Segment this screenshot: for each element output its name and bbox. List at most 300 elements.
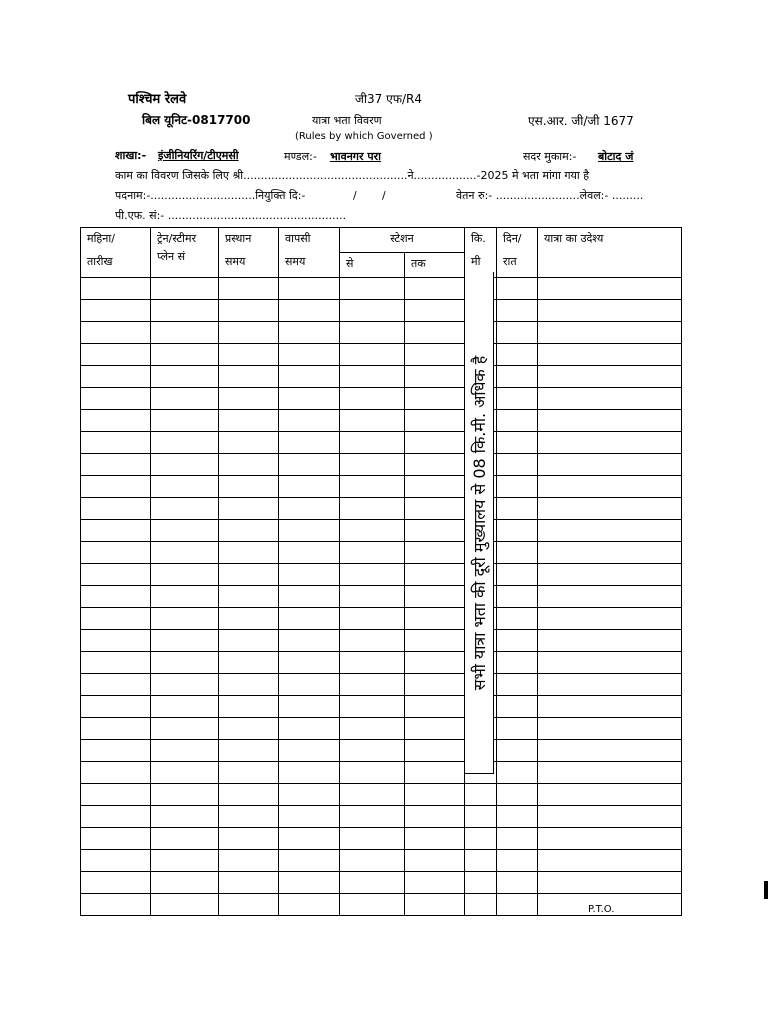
table-cell[interactable] [405,894,465,916]
table-cell[interactable] [538,652,682,674]
table-cell[interactable] [497,366,538,388]
table-row [81,740,682,762]
table-cell[interactable] [151,366,219,388]
table-row [81,564,682,586]
division-value: भावनगर परा [330,150,381,163]
table-cell[interactable] [81,542,151,564]
table-cell[interactable] [151,278,219,300]
table-cell[interactable] [340,476,405,498]
table-cell[interactable] [219,872,279,894]
table-cell[interactable] [279,784,340,806]
table-cell[interactable] [81,652,151,674]
table-cell[interactable] [538,542,682,564]
table-cell[interactable] [405,564,465,586]
table-cell[interactable] [538,388,682,410]
table-cell[interactable] [340,740,405,762]
pf-number-line: पी.एफ. सं:- ................................................... [115,209,347,222]
table-cell[interactable] [405,674,465,696]
table-cell[interactable] [219,432,279,454]
table-cell[interactable] [340,410,405,432]
table-cell[interactable] [151,520,219,542]
table-cell[interactable] [405,652,465,674]
table-cell[interactable] [465,850,497,872]
table-cell[interactable] [279,476,340,498]
table-cell[interactable] [151,762,219,784]
table-cell[interactable] [405,344,465,366]
table-row [81,542,682,564]
table-cell[interactable] [405,366,465,388]
table-cell[interactable] [538,850,682,872]
table-cell[interactable] [405,608,465,630]
table-cell[interactable] [497,740,538,762]
edge-mark [764,881,768,899]
table-cell[interactable] [538,366,682,388]
header-day-night [497,228,538,278]
table-cell[interactable] [279,872,340,894]
table-cell[interactable] [340,322,405,344]
table-cell[interactable] [405,300,465,322]
table-cell[interactable] [219,586,279,608]
table-cell[interactable] [279,630,340,652]
table-cell[interactable] [151,564,219,586]
table-cell[interactable] [405,872,465,894]
table-cell[interactable] [340,630,405,652]
header-train-line1: ट्रेन/स्टीमर [157,232,197,245]
table-cell[interactable] [151,608,219,630]
table-cell[interactable] [81,872,151,894]
table-cell[interactable] [81,322,151,344]
table-cell[interactable] [219,718,279,740]
table-cell[interactable] [279,410,340,432]
table-cell[interactable] [497,586,538,608]
table-cell[interactable] [219,300,279,322]
table-cell[interactable] [497,762,538,784]
table-row [81,806,682,828]
table-cell[interactable] [538,454,682,476]
table-cell[interactable] [340,872,405,894]
table-cell[interactable] [219,740,279,762]
table-cell[interactable] [497,850,538,872]
table-cell[interactable] [497,718,538,740]
table-cell[interactable] [340,564,405,586]
table-cell[interactable] [538,278,682,300]
table-cell[interactable] [81,784,151,806]
table-cell[interactable] [81,630,151,652]
table-cell[interactable] [405,454,465,476]
form-ref: एस.आर. जी/जी 1677 [528,114,634,128]
table-cell[interactable] [81,520,151,542]
table-cell[interactable] [219,520,279,542]
table-cell[interactable] [81,278,151,300]
table-row [81,520,682,542]
table-cell[interactable] [340,894,405,916]
table-row [81,432,682,454]
table-cell[interactable] [219,476,279,498]
table-cell[interactable] [405,498,465,520]
table-cell[interactable] [81,498,151,520]
table-cell[interactable] [465,784,497,806]
table-cell[interactable] [340,432,405,454]
table-cell[interactable] [340,828,405,850]
org-name: पश्चिम रेलवे [128,92,187,107]
header-train-number [151,228,219,278]
table-cell[interactable] [340,696,405,718]
table-cell[interactable] [81,718,151,740]
travel-allowance-table [80,227,682,916]
table-cell[interactable] [340,608,405,630]
table-row [81,872,682,894]
table-cell[interactable] [405,322,465,344]
table-cell[interactable] [219,410,279,432]
table-cell[interactable] [538,740,682,762]
table-row [81,278,682,300]
table-cell[interactable] [279,344,340,366]
table-cell[interactable] [81,366,151,388]
designation-line: पदनाम:-..............................नियुक्ति दि:- [115,189,306,202]
table-cell[interactable] [151,586,219,608]
table-cell[interactable] [405,476,465,498]
table-cell[interactable] [151,652,219,674]
table-cell[interactable] [219,366,279,388]
table-cell[interactable] [538,344,682,366]
table-cell[interactable] [279,322,340,344]
table-cell[interactable] [219,278,279,300]
table-cell[interactable] [151,740,219,762]
table-cell[interactable] [151,322,219,344]
table-cell[interactable] [151,784,219,806]
table-cell[interactable] [279,740,340,762]
table-cell[interactable] [538,608,682,630]
table-cell[interactable] [340,454,405,476]
table-cell[interactable] [219,674,279,696]
table-row [81,476,682,498]
table-cell[interactable] [538,410,682,432]
table-cell[interactable] [279,278,340,300]
table-cell[interactable] [497,344,538,366]
header-purpose: यात्रा का उदेश्य [538,228,682,278]
table-cell[interactable] [340,784,405,806]
table-cell[interactable] [279,608,340,630]
table-cell[interactable] [497,388,538,410]
table-cell[interactable] [340,388,405,410]
table-cell[interactable] [151,828,219,850]
table-cell[interactable] [497,608,538,630]
header-night-line2: रात [503,255,517,268]
table-cell[interactable] [219,388,279,410]
table-cell[interactable] [219,850,279,872]
table-cell[interactable] [279,564,340,586]
date-slash-1: / [353,189,357,202]
table-cell[interactable] [340,498,405,520]
table-cell[interactable] [219,784,279,806]
table-cell[interactable] [340,278,405,300]
table-cell[interactable] [340,718,405,740]
table-cell[interactable] [340,652,405,674]
table-cell[interactable] [538,872,682,894]
table-cell[interactable] [81,850,151,872]
table-row [81,322,682,344]
table-cell[interactable] [81,476,151,498]
table-cell[interactable] [340,300,405,322]
table-row [81,828,682,850]
table-cell[interactable] [405,520,465,542]
table-cell[interactable] [497,432,538,454]
table-cell[interactable] [340,542,405,564]
header-date-line2: तारीख [87,255,113,268]
table-cell[interactable] [497,784,538,806]
table-cell[interactable] [405,762,465,784]
table-cell[interactable] [497,498,538,520]
table-cell[interactable] [497,806,538,828]
table-cell[interactable] [81,740,151,762]
table-cell[interactable] [538,806,682,828]
table-cell[interactable] [219,344,279,366]
table-cell[interactable] [405,740,465,762]
table-cell[interactable] [279,828,340,850]
table-cell[interactable] [538,322,682,344]
table-cell[interactable] [465,828,497,850]
work-description-line: काम का विवरण जिसके लिए श्री...............................................ने..................-2025 मे भता मांगा गया है [115,169,590,182]
table-row [81,454,682,476]
branch-value: इंजीनियरिंग/टीएमसी [158,149,239,162]
table-cell[interactable] [497,630,538,652]
branch-label: शाखा:- [115,149,147,162]
table-cell[interactable] [465,806,497,828]
table-cell[interactable] [151,454,219,476]
table-cell[interactable] [81,564,151,586]
table-cell[interactable] [151,498,219,520]
table-row [81,300,682,322]
table-cell[interactable] [538,476,682,498]
table-cell[interactable] [497,696,538,718]
table-cell[interactable] [279,542,340,564]
table-cell[interactable] [81,674,151,696]
header-month-line1: महिना/ [87,232,115,245]
table-row [81,674,682,696]
table-cell[interactable] [279,652,340,674]
table-cell[interactable] [497,322,538,344]
table-cell[interactable] [279,850,340,872]
table-cell[interactable] [279,806,340,828]
table-row [81,586,682,608]
table-cell[interactable] [405,696,465,718]
header-return-line1: वापसी [285,232,311,245]
table-cell[interactable] [151,410,219,432]
table-cell[interactable] [405,278,465,300]
table-cell[interactable] [497,300,538,322]
table-cell[interactable] [151,300,219,322]
table-cell[interactable] [219,564,279,586]
table-cell[interactable] [219,630,279,652]
table-cell[interactable] [279,498,340,520]
table-row [81,366,682,388]
table-cell[interactable] [279,366,340,388]
table-row [81,652,682,674]
table-cell[interactable] [497,278,538,300]
table-cell[interactable] [219,454,279,476]
table-cell[interactable] [279,674,340,696]
table-row [81,718,682,740]
table-cell[interactable] [151,894,219,916]
table-cell[interactable] [219,322,279,344]
table-cell[interactable] [340,850,405,872]
header-train-line2: प्लेन सं [157,250,186,263]
table-cell[interactable] [538,432,682,454]
table-cell[interactable] [151,476,219,498]
table-cell[interactable] [151,388,219,410]
table-cell[interactable] [81,828,151,850]
table-cell[interactable] [151,696,219,718]
table-cell[interactable] [81,454,151,476]
table-cell[interactable] [219,542,279,564]
form-title: यात्रा भता विवरण [312,114,382,127]
table-cell[interactable] [405,806,465,828]
table-cell[interactable] [279,300,340,322]
table-cell[interactable] [340,674,405,696]
header-return-line2: समय [285,255,306,268]
table-cell[interactable] [279,586,340,608]
table-cell[interactable] [219,498,279,520]
table-cell[interactable] [219,828,279,850]
table-cell[interactable] [405,432,465,454]
table-row [81,762,682,784]
table-cell[interactable] [219,696,279,718]
table-cell[interactable] [538,630,682,652]
table-cell[interactable] [497,454,538,476]
table-cell[interactable] [497,520,538,542]
form-code: जी37 एफ/R4 [355,92,422,106]
table-cell[interactable] [219,894,279,916]
table-cell[interactable] [497,652,538,674]
division-label: मण्डल:- [284,150,317,163]
table-cell[interactable] [151,630,219,652]
table-row [81,630,682,652]
table-cell[interactable] [538,718,682,740]
table-cell[interactable] [405,784,465,806]
table-cell[interactable] [340,344,405,366]
table-cell[interactable] [405,630,465,652]
table-cell[interactable] [81,300,151,322]
table-cell[interactable] [81,410,151,432]
table-row [81,344,682,366]
pay-level-line: वेतन रु:- ........................लेवल:- ......... [456,189,644,202]
table-cell[interactable] [151,806,219,828]
table-cell[interactable] [279,520,340,542]
header-departure-line2: समय [225,255,246,268]
table-cell[interactable] [151,718,219,740]
table-cell[interactable] [405,542,465,564]
table-cell[interactable] [538,300,682,322]
table-cell[interactable] [219,608,279,630]
table-cell[interactable] [151,674,219,696]
table-cell[interactable] [497,542,538,564]
table-row [81,608,682,630]
table-cell[interactable] [405,410,465,432]
hq-value: बोटाद जं [598,150,634,163]
table-cell[interactable] [151,344,219,366]
vertical-note-box [464,272,494,774]
table-cell[interactable] [219,652,279,674]
table-cell[interactable] [81,762,151,784]
table-cell[interactable] [151,872,219,894]
table-cell[interactable] [340,586,405,608]
table-row [81,850,682,872]
table-cell[interactable] [81,586,151,608]
header-from: से [340,253,405,278]
table-cell[interactable] [81,432,151,454]
table-cell[interactable] [81,608,151,630]
table-cell[interactable] [279,762,340,784]
table-cell[interactable] [340,762,405,784]
hq-label: सदर मुकाम:- [523,150,577,163]
table-cell[interactable] [465,872,497,894]
table-cell[interactable] [151,542,219,564]
table-cell[interactable] [405,586,465,608]
table-cell[interactable] [81,344,151,366]
bill-unit: बिल यूनिट-0817700 [142,113,251,127]
table-body [81,278,682,916]
table-cell[interactable] [219,762,279,784]
header-month-date [81,228,151,278]
table-cell[interactable] [465,894,497,916]
table-cell[interactable] [497,564,538,586]
table-cell[interactable] [279,388,340,410]
table-cell[interactable] [405,828,465,850]
table-cell[interactable] [279,432,340,454]
table-cell[interactable] [538,586,682,608]
table-row [81,498,682,520]
table-cell[interactable] [151,850,219,872]
table-cell[interactable] [497,894,538,916]
table-cell[interactable] [340,366,405,388]
header-km-line1: कि. [471,232,486,245]
table-cell[interactable] [219,806,279,828]
table-cell[interactable] [497,872,538,894]
table-cell[interactable] [279,718,340,740]
table-cell[interactable] [538,564,682,586]
table-cell[interactable] [538,520,682,542]
table-cell[interactable] [279,454,340,476]
header-to: तक [405,253,465,278]
table-cell[interactable] [81,894,151,916]
table-cell[interactable] [497,674,538,696]
header-departure-line1: प्रस्थान [225,232,252,245]
table-cell[interactable] [405,718,465,740]
table-cell[interactable] [151,432,219,454]
table-cell[interactable] [279,696,340,718]
table-cell[interactable] [538,498,682,520]
table-cell[interactable] [497,828,538,850]
table-cell[interactable] [497,476,538,498]
table-cell[interactable] [81,696,151,718]
table-cell[interactable] [538,696,682,718]
table-cell[interactable] [538,674,682,696]
table-cell[interactable] [538,762,682,784]
header-departure-time [219,228,279,278]
table-cell[interactable] [538,784,682,806]
table-cell[interactable] [279,894,340,916]
table-cell[interactable] [81,806,151,828]
table-cell[interactable] [405,850,465,872]
table-cell[interactable] [538,828,682,850]
table-row [81,410,682,432]
table-cell[interactable] [405,388,465,410]
table-cell[interactable] [81,388,151,410]
table-cell[interactable] [340,520,405,542]
table-cell[interactable] [340,806,405,828]
table-cell[interactable] [497,410,538,432]
header-km-line2: मी [471,255,481,268]
